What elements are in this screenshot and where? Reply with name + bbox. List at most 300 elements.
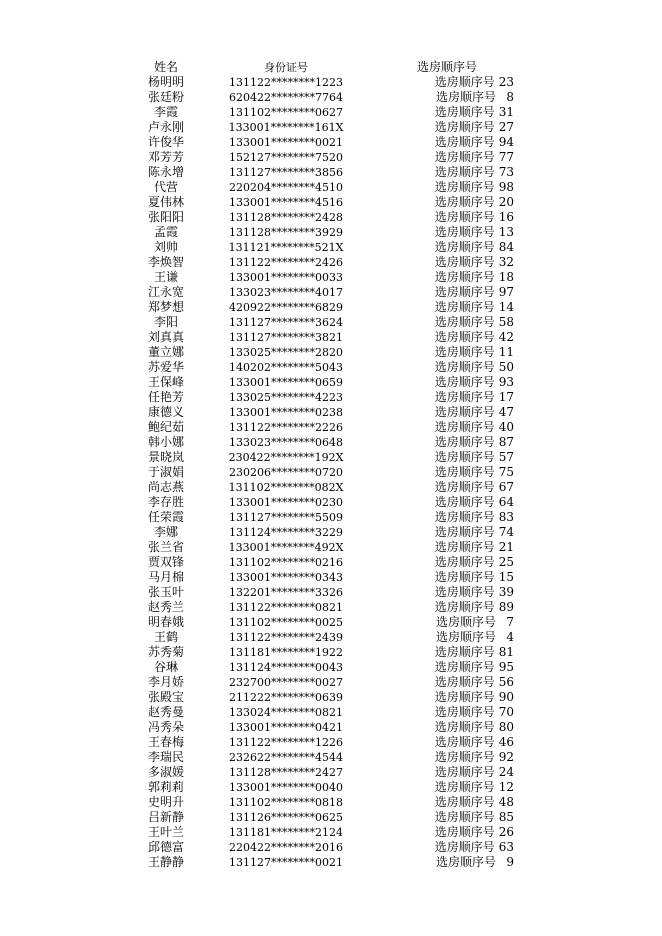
order-label: 选房顺序号 [434,105,495,119]
cell-id-number: 132201********3326 [229,586,343,599]
cell-id-number: 133001********0421 [229,721,343,734]
cell-id-number: 230206********0720 [229,466,343,479]
cell-id-number: 133001********0033 [229,271,343,284]
cell-selection-order [380,780,514,795]
order-label: 选房顺序号 [434,240,495,254]
cell-name: 李娜 [153,525,178,539]
order-label: 选房顺序号 [434,225,495,239]
cell-id-number: 133001********0238 [229,406,343,419]
order-number: 18 [498,270,514,284]
cell-id-number: 131121********521X [228,241,344,254]
cell-selection-order [380,540,514,555]
cell-id-number: 133001********4516 [229,196,343,209]
order-label: 选房顺序号 [434,540,495,554]
order-number: 70 [498,705,514,719]
table-row [140,780,514,795]
cell-selection-order [380,555,514,570]
cell-id-number: 133001********0343 [229,571,343,584]
table-row [140,750,514,765]
cell-name: 贾双锋 [147,555,184,569]
cell-id-number: 131122********2226 [229,421,343,434]
cell-name: 李瑞民 [147,750,184,764]
cell-selection-order [380,345,514,360]
order-number: 7 [506,615,514,629]
cell-selection-order [380,195,514,210]
housing-selection-table [140,60,514,870]
order-label: 选房顺序号 [434,585,495,599]
cell-name: 邱德富 [147,840,184,854]
order-number: 83 [498,510,514,524]
cell-id-number: 131122********2426 [229,256,343,269]
order-label: 选房顺序号 [434,645,495,659]
cell-id-number: 131102********0818 [229,796,343,809]
order-label: 选房顺序号 [434,525,495,539]
table-row [140,645,514,660]
cell-id-number: 133001********0230 [229,496,343,509]
cell-name: 赵秀曼 [147,705,184,719]
cell-selection-order [380,360,514,375]
table-row [140,315,514,330]
table-row [140,795,514,810]
order-number: 12 [498,780,514,794]
order-label: 选房顺序号 [434,255,495,269]
order-number: 90 [498,690,514,704]
table-row [140,150,514,165]
order-number: 14 [498,300,514,314]
cell-name: 张玉叶 [147,585,184,599]
cell-name: 董立娜 [147,345,184,359]
cell-name: 王春梅 [147,735,184,749]
cell-name: 张廷粉 [147,90,184,104]
order-number: 93 [498,375,514,389]
cell-id-number: 133001********0021 [229,136,343,149]
table-row [140,345,514,360]
cell-name: 王保峰 [147,375,184,389]
cell-selection-order [380,225,514,240]
cell-id-number: 152127********7520 [229,151,343,164]
order-number: 85 [498,810,514,824]
cell-id-number: 131102********0025 [229,616,343,629]
table-row [140,285,514,300]
order-number: 4 [506,630,514,644]
cell-selection-order [380,705,514,720]
cell-name: 李霞 [153,105,178,119]
table-row [140,540,514,555]
order-label: 选房顺序号 [434,840,495,854]
cell-name: 于淑娟 [147,465,184,479]
order-label: 选房顺序号 [434,570,495,584]
table-row [140,675,514,690]
cell-id-number: 220204********4510 [229,181,343,194]
order-label: 选房顺序号 [434,555,495,569]
cell-selection-order [380,210,514,225]
cell-id-number: 131181********2124 [229,826,343,839]
cell-name: 张阳阳 [147,210,184,224]
cell-selection-order [380,375,514,390]
order-number: 63 [498,840,514,854]
cell-id-number: 131127********0021 [229,856,343,869]
cell-id-number: 232700********0027 [229,676,343,689]
order-label: 选房顺序号 [434,675,495,689]
cell-selection-order [380,660,514,675]
table-row [140,405,514,420]
order-number: 32 [498,255,514,269]
cell-selection-order [380,810,514,825]
cell-name: 李焕智 [147,255,184,269]
table-row [140,390,514,405]
cell-id-number: 131102********0627 [229,106,343,119]
table-row [140,300,514,315]
table-row [140,585,514,600]
cell-name: 张殿宝 [147,690,184,704]
order-number: 84 [498,240,514,254]
cell-id-number: 131128********2427 [229,766,343,779]
order-number: 31 [498,105,514,119]
cell-selection-order [380,330,514,345]
cell-name: 谷琳 [153,660,178,674]
table-row [140,120,514,135]
order-label: 选房顺序号 [434,750,495,764]
order-number: 17 [498,390,514,404]
cell-name: 江永宽 [147,285,184,299]
cell-id-number: 133001********161X [228,121,344,134]
order-label: 选房顺序号 [434,795,495,809]
table-row [140,165,514,180]
order-number: 9 [506,855,514,869]
cell-id-number: 140202********5043 [229,361,343,374]
cell-name: 张兰省 [147,540,184,554]
cell-name: 刘帅 [153,240,178,254]
order-number: 50 [498,360,514,374]
order-number: 15 [498,570,514,584]
cell-name: 明春娥 [147,615,184,629]
cell-selection-order [380,90,514,105]
cell-selection-order [380,450,514,465]
cell-name: 杨明明 [147,75,184,89]
table-row [140,450,514,465]
table-row [140,255,514,270]
order-label: 选房顺序号 [434,405,495,419]
order-number: 42 [498,330,514,344]
table-row [140,705,514,720]
table-row [140,660,514,675]
order-label: 选房顺序号 [435,855,496,869]
order-label: 选房顺序号 [434,120,495,134]
table-row [140,135,514,150]
order-label: 选房顺序号 [434,195,495,209]
cell-selection-order [380,75,514,90]
order-label: 选房顺序号 [434,270,495,284]
cell-name: 赵秀兰 [147,600,184,614]
order-label: 选房顺序号 [434,690,495,704]
order-label: 选房顺序号 [434,210,495,224]
order-number: 25 [498,555,514,569]
cell-id-number: 220422********2016 [229,841,343,854]
order-number: 26 [498,825,514,839]
cell-name: 郭莉莉 [147,780,184,794]
cell-id-number: 131128********3929 [229,226,343,239]
cell-selection-order [380,120,514,135]
order-label: 选房顺序号 [434,165,495,179]
order-label: 选房顺序号 [434,315,495,329]
cell-name: 多淑媛 [147,765,184,779]
order-label: 选房顺序号 [434,300,495,314]
table-row [140,525,514,540]
cell-id-number: 133001********0040 [229,781,343,794]
order-number: 77 [498,150,514,164]
cell-name: 卢永刚 [147,120,184,134]
order-label: 选房顺序号 [434,360,495,374]
cell-id-number: 131128********2428 [229,211,343,224]
order-label: 选房顺序号 [434,135,495,149]
cell-name: 王鹤 [153,630,178,644]
cell-id-number: 133023********4017 [229,286,343,299]
cell-id-number: 133001********492X [228,541,344,554]
table-row [140,855,514,870]
table-row [140,570,514,585]
cell-id-number: 131122********2439 [229,631,343,644]
cell-name: 李阳 [153,315,178,329]
table-row [140,210,514,225]
order-number: 46 [498,735,514,749]
table-body [140,75,514,870]
cell-name: 孟霞 [153,225,178,239]
order-number: 58 [498,315,514,329]
order-number: 80 [498,720,514,734]
cell-selection-order [380,615,514,630]
cell-id-number: 232622********4544 [229,751,343,764]
table-row [140,195,514,210]
table-row [140,615,514,630]
cell-selection-order [380,405,514,420]
cell-selection-order [380,105,514,120]
cell-name: 刘真真 [147,330,184,344]
order-number: 97 [498,285,514,299]
table-row [140,840,514,855]
cell-name: 王叶兰 [147,825,184,839]
table-row [140,600,514,615]
cell-id-number: 131124********3229 [229,526,343,539]
cell-name: 陈永增 [147,165,184,179]
cell-name: 王谦 [153,270,178,284]
order-number: 56 [498,675,514,689]
table-row [140,510,514,525]
cell-name: 苏爱华 [147,360,184,374]
table-row [140,555,514,570]
table-row [140,495,514,510]
order-number: 98 [498,180,514,194]
order-number: 57 [498,450,514,464]
order-number: 89 [498,600,514,614]
cell-name: 任艳芳 [147,390,184,404]
table-row [140,465,514,480]
order-label: 选房顺序号 [434,780,495,794]
cell-id-number: 133001********0659 [229,376,343,389]
order-number: 74 [498,525,514,539]
cell-name: 马月棉 [147,570,184,584]
cell-id-number: 131127********5509 [229,511,343,524]
order-label: 选房顺序号 [434,465,495,479]
cell-id-number: 131122********0821 [229,601,343,614]
cell-name: 任荣霞 [147,510,184,524]
cell-id-number: 131122********1226 [229,736,343,749]
order-number: 21 [498,540,514,554]
cell-name: 李月娇 [147,675,184,689]
table-row [140,180,514,195]
cell-selection-order [380,675,514,690]
cell-name: 鲍纪茹 [147,420,184,434]
cell-selection-order [380,825,514,840]
table-row [140,825,514,840]
order-number: 20 [498,195,514,209]
cell-selection-order [380,495,514,510]
cell-id-number: 230422********192X [228,451,344,464]
table-row [140,630,514,645]
order-label: 选房顺序号 [434,285,495,299]
cell-selection-order [380,390,514,405]
cell-selection-order [380,750,514,765]
cell-id-number: 131127********3821 [229,331,343,344]
cell-selection-order [380,525,514,540]
order-number: 16 [498,210,514,224]
order-label: 选房顺序号 [434,450,495,464]
cell-name: 夏伟林 [147,195,184,209]
cell-selection-order [380,135,514,150]
table-row [140,735,514,750]
order-number: 87 [498,435,514,449]
order-label: 选房顺序号 [435,615,496,629]
cell-id-number: 131126********0625 [229,811,343,824]
cell-selection-order [380,585,514,600]
table-row [140,75,514,90]
cell-name: 景晓岚 [147,450,184,464]
header-name: 姓名 [153,60,178,74]
cell-selection-order [380,480,514,495]
cell-name: 冯秀朵 [147,720,184,734]
cell-name: 史明升 [147,795,184,809]
table-row [140,105,514,120]
cell-id-number: 131102********082X [228,481,344,494]
cell-id-number: 131127********3624 [229,316,343,329]
cell-selection-order [380,150,514,165]
table-row [140,270,514,285]
order-label: 选房顺序号 [434,495,495,509]
order-label: 选房顺序号 [434,825,495,839]
cell-id-number: 131181********1922 [229,646,343,659]
cell-name: 尚志燕 [147,480,184,494]
cell-id-number: 133024********0821 [229,706,343,719]
cell-name: 苏秀菊 [147,645,184,659]
cell-selection-order [380,240,514,255]
cell-id-number: 133025********2820 [229,346,343,359]
order-number: 23 [498,75,514,89]
order-label: 选房顺序号 [434,735,495,749]
order-label: 选房顺序号 [434,420,495,434]
cell-selection-order [380,300,514,315]
table-row [140,360,514,375]
cell-id-number: 420922********6829 [229,301,343,314]
cell-selection-order [380,420,514,435]
table-row [140,720,514,735]
cell-name: 李存胜 [147,495,184,509]
order-number: 73 [498,165,514,179]
order-label: 选房顺序号 [434,810,495,824]
cell-name: 王静静 [147,855,184,869]
cell-selection-order [380,690,514,705]
order-label: 选房顺序号 [434,705,495,719]
order-number: 94 [498,135,514,149]
order-label: 选房顺序号 [434,660,495,674]
cell-name: 邓芳芳 [147,150,184,164]
cell-id-number: 133025********4223 [229,391,343,404]
cell-selection-order [380,795,514,810]
order-number: 47 [498,405,514,419]
cell-selection-order [380,600,514,615]
table-row [140,810,514,825]
cell-selection-order [380,270,514,285]
order-label: 选房顺序号 [434,345,495,359]
order-number: 67 [498,480,514,494]
order-number: 81 [498,645,514,659]
cell-selection-order [380,840,514,855]
cell-selection-order [380,465,514,480]
order-number: 75 [498,465,514,479]
cell-selection-order [380,165,514,180]
cell-id-number: 211222********0639 [229,691,343,704]
order-label: 选房顺序号 [434,600,495,614]
cell-name: 代营 [153,180,178,194]
cell-selection-order [380,315,514,330]
cell-name: 郑梦想 [147,300,184,314]
table-row [140,90,514,105]
order-number: 39 [498,585,514,599]
order-number: 40 [498,420,514,434]
cell-selection-order [380,255,514,270]
header-selection-order: 选房顺序号 [416,60,477,74]
table-row [140,225,514,240]
order-label: 选房顺序号 [434,150,495,164]
order-label: 选房顺序号 [434,75,495,89]
order-number: 8 [506,90,514,104]
cell-selection-order [380,180,514,195]
order-label: 选房顺序号 [434,390,495,404]
cell-name: 许俊华 [147,135,184,149]
cell-selection-order [380,435,514,450]
cell-id-number: 620422********7764 [229,91,343,104]
cell-name: 吕新静 [147,810,184,824]
header-id-number: 身份证号 [264,61,308,74]
order-label: 选房顺序号 [434,180,495,194]
order-label: 选房顺序号 [434,480,495,494]
table-row [140,690,514,705]
table-row [140,435,514,450]
order-label: 选房顺序号 [435,90,496,104]
cell-id-number: 133023********0648 [229,436,343,449]
cell-selection-order [380,735,514,750]
order-number: 27 [498,120,514,134]
cell-selection-order [380,765,514,780]
table-row [140,480,514,495]
cell-name: 韩小娜 [147,435,184,449]
cell-selection-order [380,630,514,645]
order-label: 选房顺序号 [434,510,495,524]
order-number: 24 [498,765,514,779]
order-number: 95 [498,660,514,674]
table-row [140,420,514,435]
order-label: 选房顺序号 [434,375,495,389]
cell-selection-order [380,855,514,870]
order-label: 选房顺序号 [434,765,495,779]
